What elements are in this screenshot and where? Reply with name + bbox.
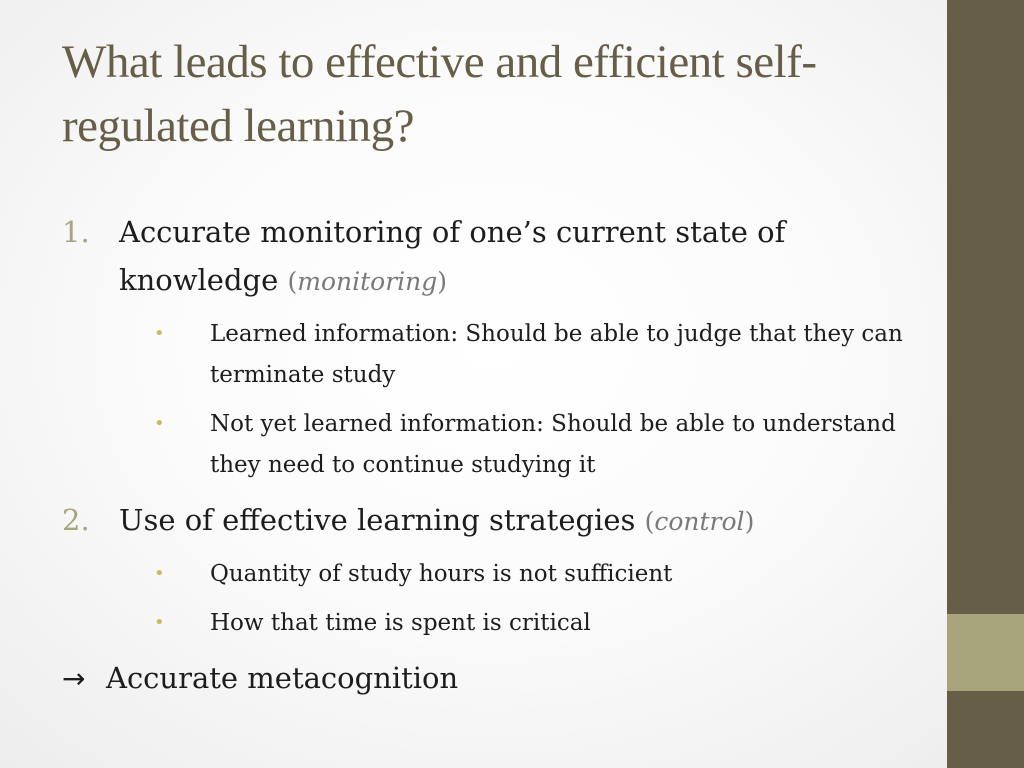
close-paren: ) bbox=[437, 267, 448, 296]
list-item-text: Accurate monitoring of one’s current state of knowledge bbox=[119, 215, 786, 297]
sidebar-accent-block bbox=[947, 614, 1024, 691]
list-item-2 bbox=[62, 496, 932, 546]
conclusion-text: Accurate metacognition bbox=[106, 661, 459, 695]
close-paren: ) bbox=[744, 507, 755, 536]
slide-title: What leads to effective and efficient self-regulated learning? bbox=[62, 36, 817, 152]
bullet-icon: • bbox=[154, 612, 165, 633]
open-paren: ( bbox=[644, 507, 655, 536]
sublist-1 bbox=[62, 314, 932, 486]
sub-item bbox=[62, 404, 932, 486]
slide-content bbox=[62, 208, 932, 703]
sub-item bbox=[62, 314, 932, 396]
bullet-icon: • bbox=[154, 323, 165, 344]
conclusion bbox=[62, 654, 932, 703]
sub-item-text: Not yet learned information: Should be able to understand they need to continue studying it bbox=[210, 411, 896, 478]
hint-control: control bbox=[654, 507, 745, 536]
list-item-1 bbox=[62, 208, 932, 306]
arrow-right-icon: → bbox=[62, 662, 86, 695]
open-paren: ( bbox=[287, 267, 298, 296]
list-number: 2. bbox=[62, 503, 90, 537]
sub-item bbox=[62, 554, 932, 595]
sublist-2 bbox=[62, 554, 932, 644]
list-item-text: Use of effective learning strategies bbox=[119, 503, 636, 537]
sub-item bbox=[62, 603, 932, 644]
hint-monitoring: monitoring bbox=[297, 267, 438, 296]
sub-item-text: How that time is spent is critical bbox=[210, 610, 591, 636]
bullet-icon: • bbox=[154, 563, 165, 584]
sub-item-text: Learned information: Should be able to judge that they can terminate study bbox=[210, 321, 903, 388]
list-number: 1. bbox=[62, 215, 90, 249]
bullet-icon: • bbox=[154, 413, 165, 434]
sub-item-text: Quantity of study hours is not sufficient bbox=[210, 561, 673, 587]
